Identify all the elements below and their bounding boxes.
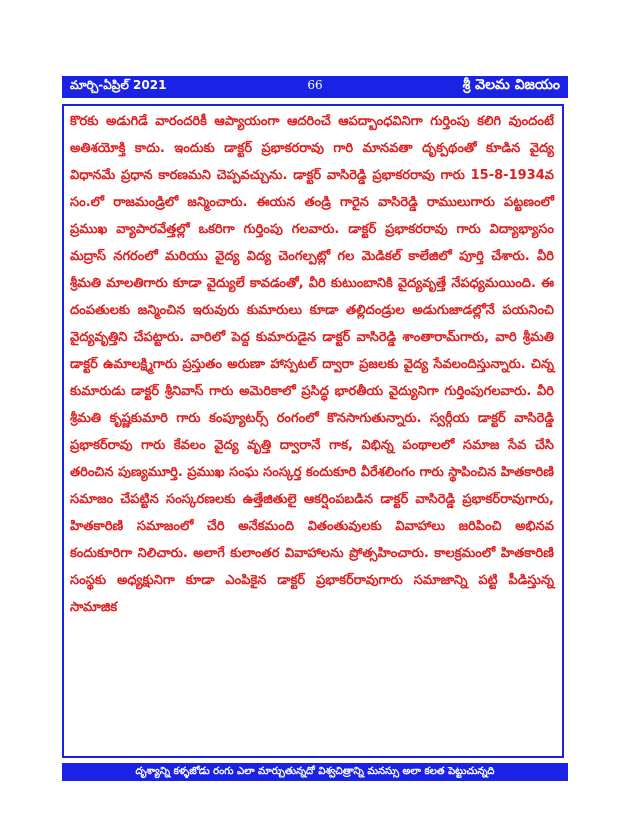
page-number: 66 [307, 78, 323, 92]
magazine-title: శ్రీ వెలమ విజయం [462, 77, 560, 93]
page-header [62, 76, 568, 98]
article-body [62, 104, 564, 758]
article-paragraph: కొరకు అడుగిడే వారందరికీ ఆప్యాయంగా ఆదరించే ఆపద్బాంధవినిగా గుర్తింపు కలిగి వుందంటే అతిశయోక్తి కాదు. ఇందుకు డాక్టర్ ప్రభాకరరావు గారి మానవతా దృక్పథంతో కూడిన వైద్య విధానమే ప్రధాన కారణమని చెప్పవచ్చును. డాక్టర్ వాసిరెడ్డి ప్రభాకరరావు గారు 15-8-1934వ సం.లో రాజమండ్రిలో జన్మించారు. ఈయన తండ్రి గారైన వాసిరెడ్డి రాములుగారు పట్టణంలో ప్రముఖ వ్యాపారవేత్తల్లో ఒకరిగా గుర్తింపు గలవారు. డాక్టర్ ప్రభాకరరావు గారు విద్యాభ్యాసం మద్రాస్ నగరంలో మరియు వైద్య విద్య చెంగల్పట్లో గల మెడికల్ కాలేజిలో పూర్తి చేశారు. వీరి శ్రీమతి మాలతిగారు కూడా వైద్యులే కావడంతో, వీరి కుటుంబానికి వైద్యవృత్తే నేపధ్యమయింది. ఈ దంపతులకు జన్మించిన ఇరువురు కుమారులు కూడా తల్లిదండ్రుల అడుగుజాడల్లోనే పయనించి వైద్యవృత్తిని చేపట్టారు. వారిలో పెద్ద కుమారుడైన డాక్టర్ వాసిరెడ్డి శాంతారామ్‌గారు, వారి శ్రీమతి డాక్టర్ ఉమాలక్ష్మిగారు ప్రస్తుతం అరుణా హాస్పటల్ ద్వారా ప్రజలకు వైద్య సేవలందిస్తున్నారు. చిన్న కుమారుడు డాక్టర్ శ్రీనివాస్ గారు అమెరికాలో ప్రసిద్ధ భారతీయ వైద్యునిగా గుర్తింపుగలవారు. వీరి శ్రీమతి కృష్ణకుమారి గారు కంప్యూటర్స్ రంగంలో కొనసాగుతున్నారు. స్వర్గీయ డాక్టర్ వాసిరెడ్డి ప్రభాకర్‌రావు గారు కేవలం వైద్య వృత్తి ద్వారానే గాక, విభిన్న పంథాలలో సమాజ సేవ చేసి తరించిన పుణ్యమూర్తి. ప్రముఖ సంఘ సంస్కర్త కందుకూరి వీరేశలింగం గారు స్థాపించిన హితకారిణి సమాజం చేపట్టిన సంస్కరణలకు ఉత్తేజితులై ఆకర్షింపబడిన డాక్టర్ వాసిరెడ్డి ప్రభాకర్‌రావుగారు, హితకారిణి సమాజంలో చేరి అనేకమంది వితంతువులకు వివాహాలు జరిపించి అభినవ కందుకూరిగా నిలిచారు. అలాగే కులాంతర వివాహాలను ప్రోత్సహించారు. కాలక్రమంలో హితకారిణి సంస్థకు అధ్యక్షునిగా కూడా ఎంపికైన డాక్టర్ ప్రభాకర్‌రావుగారు సమాజాన్ని పట్టి పీడిస్తున్న సామాజిక [70, 114, 554, 615]
footer-quote: దృశ్యాన్ని కళ్ళజోడు రంగు ఎలా మార్చుతున్నదో విశ్వచిత్రాన్ని మనస్సు అలా కలత పెట్టుచున్నది [62, 763, 568, 781]
issue-date: మార్చి-ఏప్రిల్ 2021 [70, 78, 167, 92]
